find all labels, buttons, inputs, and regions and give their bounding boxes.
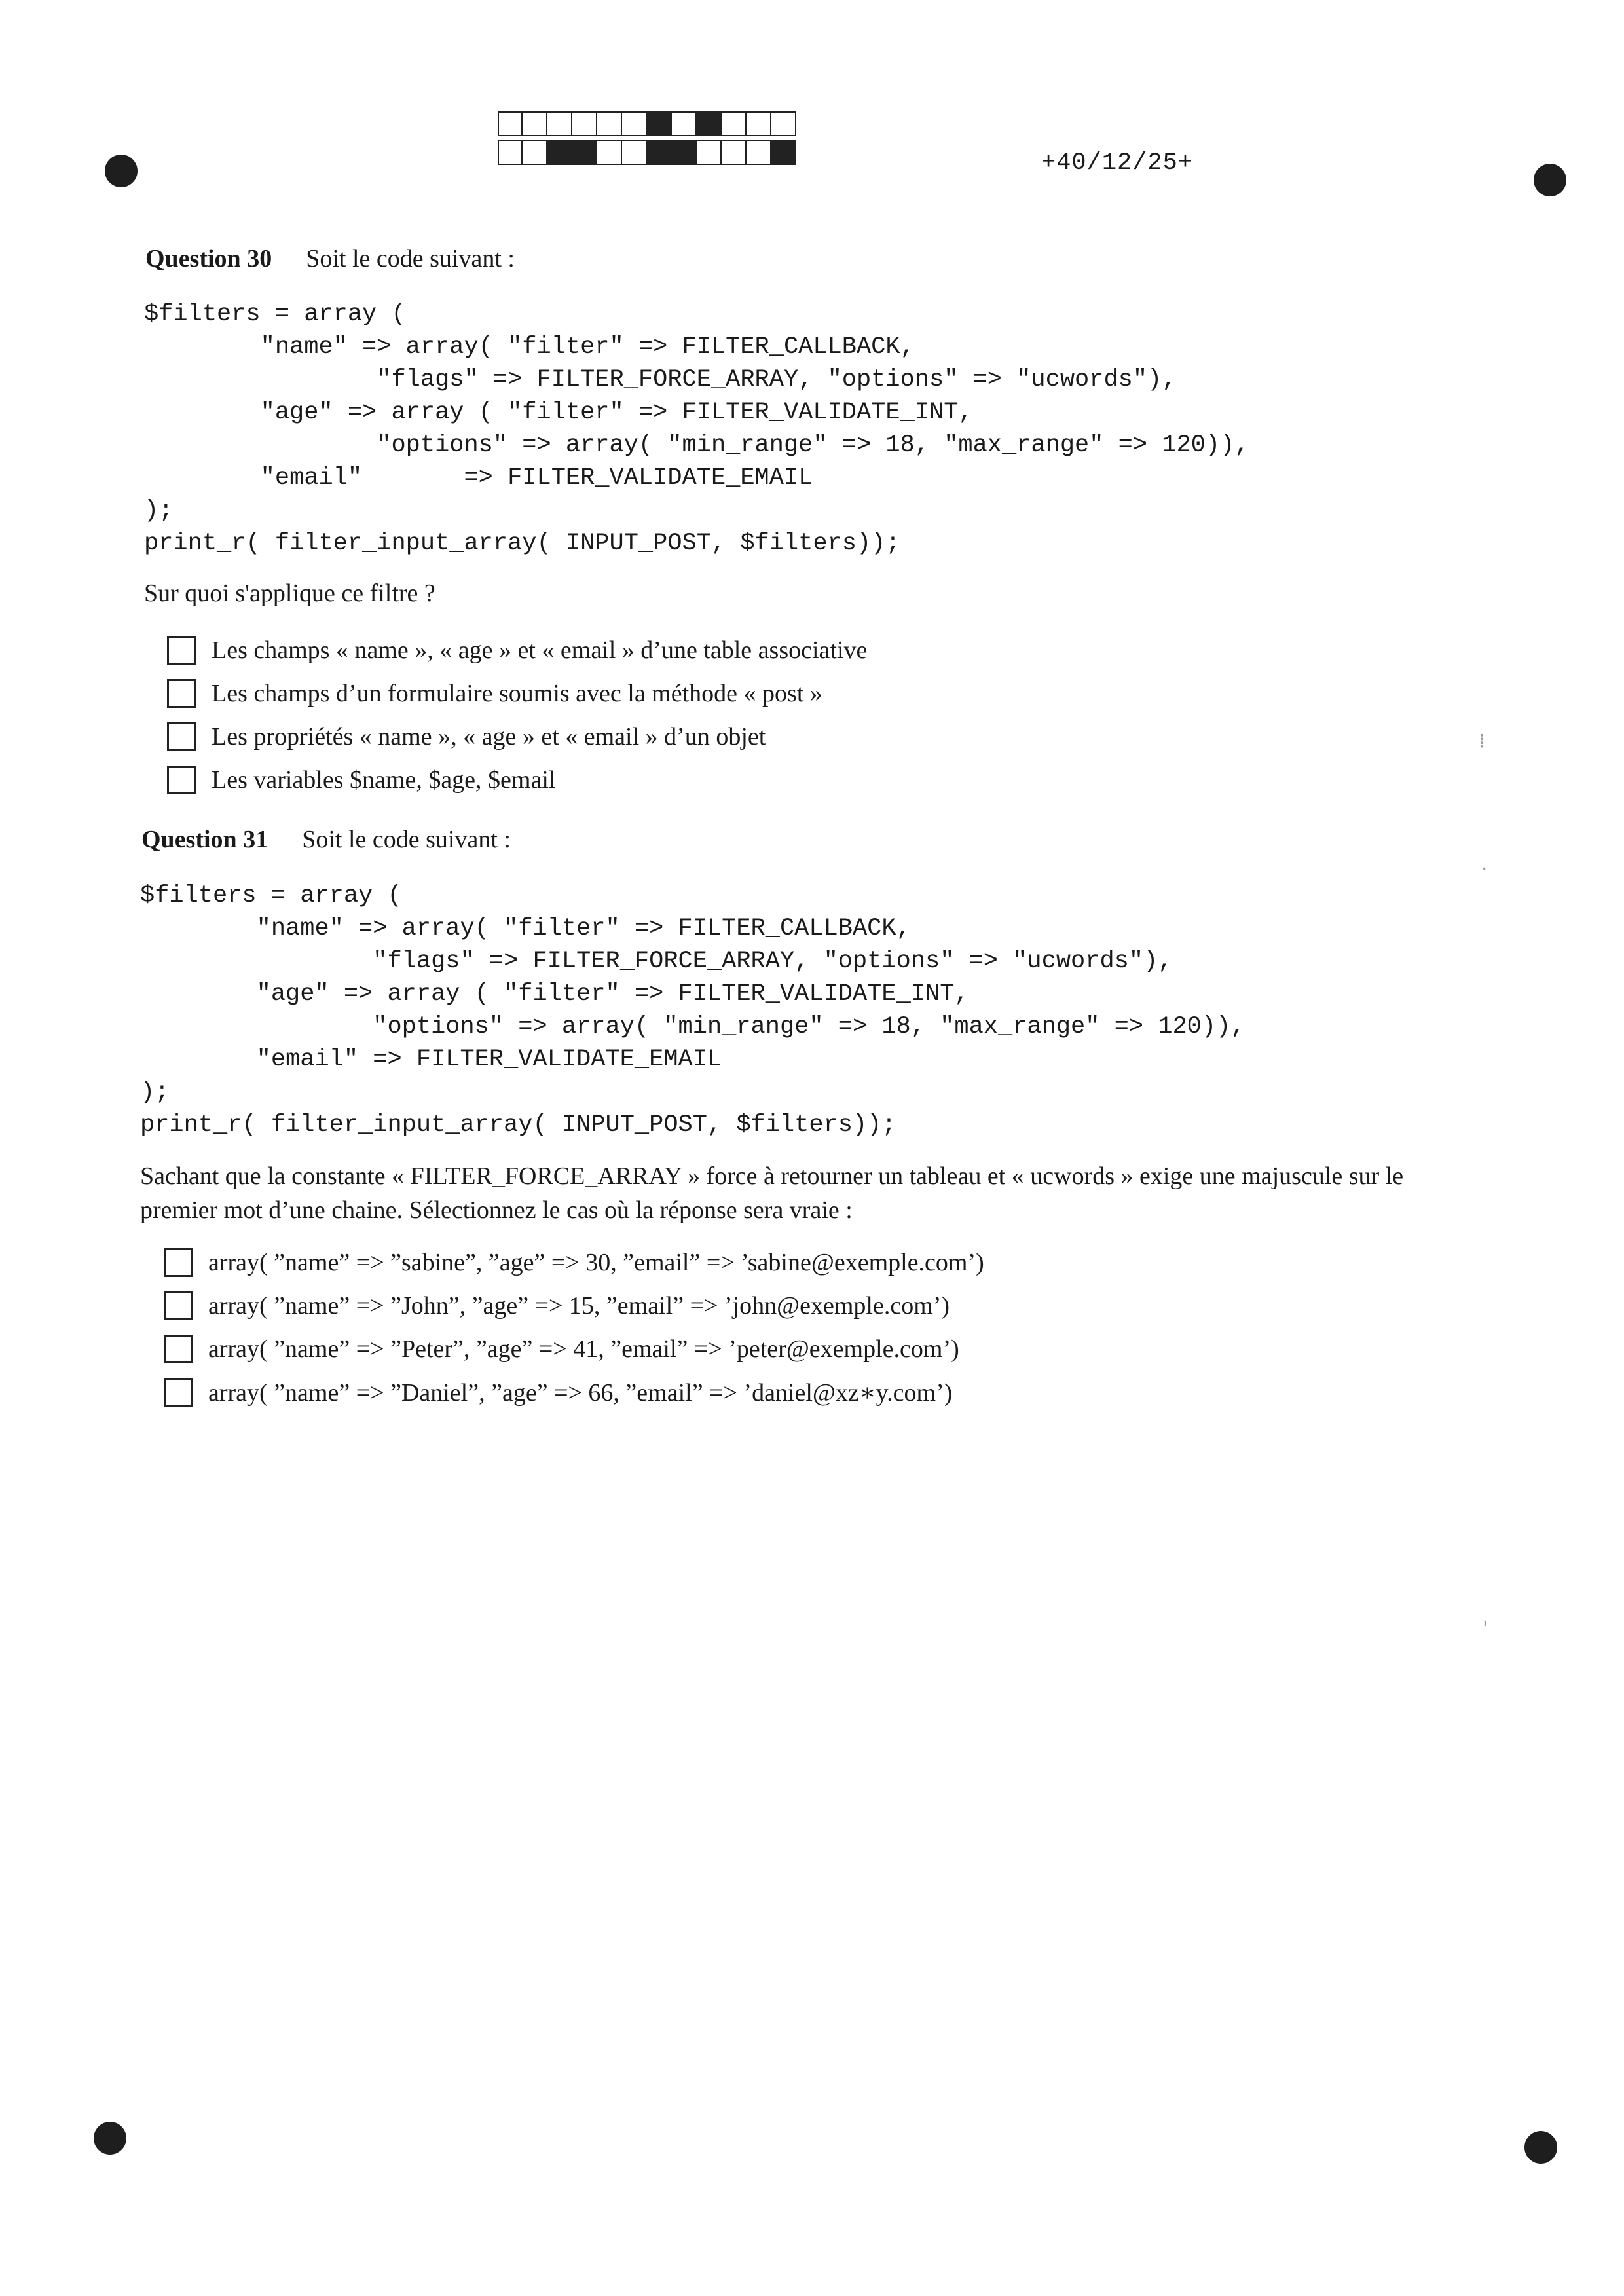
checkbox[interactable] — [167, 722, 196, 751]
question-30-choice[interactable] — [167, 629, 867, 672]
choice-label: array( ”name” => ”John”, ”age” => 15, ”email” => ’john@exemple.com’) — [208, 1292, 950, 1320]
id-cell-empty — [523, 140, 547, 165]
checkbox[interactable] — [164, 1291, 193, 1320]
id-cell-empty — [597, 111, 622, 136]
id-cell-empty — [498, 140, 523, 165]
question-30-code: $filters = array ( "name" => array( "filter" => FILTER_CALLBACK, "flags" => FILTER_FORCE_ARRAY, "options" => "ucwords"), "age" => array ( "filter" => FILTER_VALIDATE_INT, "options" => array( "min_range" => 18, "max_range" => 120)), "email" => FILTER_VALIDATE_EMAIL ); print_r( filter_input_array( INPUT_POST, $filters)); — [144, 301, 1249, 557]
id-cell-filled — [572, 140, 597, 165]
question-30-choices — [167, 629, 867, 802]
id-cell-filled — [672, 140, 697, 165]
question-31-prompt — [140, 1159, 1403, 1227]
corner-mark-bottom-right — [1524, 2131, 1557, 2164]
question-30-choice[interactable] — [167, 672, 867, 715]
id-cell-empty — [572, 111, 597, 136]
id-cell-empty — [722, 140, 747, 165]
question-30-prompt: Sur quoi s'applique ce filtre ? — [144, 580, 435, 607]
student-id-grid — [498, 111, 796, 169]
question-31-choice[interactable] — [164, 1241, 984, 1284]
question-31-code: $filters = array ( "name" => array( "filter" => FILTER_CALLBACK, "flags" => FILTER_FORCE_ARRAY, "options" => "ucwords"), "age" => array ( "filter" => FILTER_VALIDATE_INT, "options" => array( "min_range" => 18, "max_range" => 120)), "email" => FILTER_VALIDATE_EMAIL ); print_r( filter_input_array( INPUT_POST, $filters)); — [140, 882, 1246, 1139]
question-31-choices — [164, 1241, 984, 1414]
question-30-header — [145, 244, 515, 273]
checkbox[interactable] — [167, 679, 196, 708]
choice-label: Les propriétés « name », « age » et « email » d’un objet — [212, 723, 766, 750]
id-cell-filled — [647, 140, 672, 165]
choice-label: array( ”name” => ”Daniel”, ”age” => 66, ”email” => ’daniel@xz∗y.com’) — [208, 1379, 953, 1407]
question-31-choice[interactable] — [164, 1327, 984, 1371]
question-31-choice[interactable] — [164, 1371, 984, 1414]
choice-label: Les champs « name », « age » et « email » d’une table associative — [212, 637, 868, 664]
id-grid-row-2 — [498, 140, 796, 166]
choice-label: array( ”name” => ”sabine”, ”age” => 30, ”email” => ’sabine@exemple.com’) — [208, 1249, 984, 1276]
id-cell-filled — [771, 140, 796, 165]
question-31-prompt-line-1: Sachant que la constante « FILTER_FORCE_ARRAY » force à retourner un tableau et « ucwords » exige une majuscule sur le — [140, 1162, 1404, 1190]
question-30-choice[interactable] — [167, 758, 867, 802]
checkbox[interactable] — [164, 1378, 193, 1407]
question-31-title: Question 31 — [141, 826, 268, 853]
page-code: +40/12/25+ — [1041, 149, 1194, 177]
corner-mark-top-right — [1534, 164, 1566, 196]
question-30-intro: Soit le code suivant : — [306, 245, 515, 272]
checkbox[interactable] — [167, 766, 196, 794]
checkbox[interactable] — [167, 636, 196, 665]
id-cell-empty — [498, 111, 523, 136]
id-cell-empty — [622, 111, 647, 136]
question-30-choice[interactable] — [167, 715, 867, 758]
scan-artifact: ' — [1483, 1618, 1488, 1640]
id-cell-empty — [771, 111, 796, 136]
choice-label: array( ”name” => ”Peter”, ”age” => 41, ”email” => ’peter@exemple.com’) — [208, 1335, 959, 1363]
id-cell-filled — [547, 140, 572, 165]
question-31-choice[interactable] — [164, 1284, 984, 1327]
corner-mark-bottom-left — [94, 2122, 126, 2155]
id-cell-filled — [697, 111, 722, 136]
id-cell-empty — [697, 140, 722, 165]
checkbox[interactable] — [164, 1335, 193, 1363]
id-grid-row-1 — [498, 111, 796, 138]
question-31-prompt-line-2: premier mot d’une chaine. Sélectionnez le cas où la réponse sera vraie : — [140, 1196, 853, 1224]
scan-artifact: · — [1481, 858, 1488, 881]
id-cell-empty — [747, 140, 771, 165]
id-cell-empty — [672, 111, 697, 136]
question-31-header — [141, 825, 511, 854]
id-cell-empty — [597, 140, 622, 165]
checkbox[interactable] — [164, 1248, 193, 1277]
id-cell-empty — [523, 111, 547, 136]
question-31-intro: Soit le code suivant : — [302, 826, 511, 853]
question-30-title: Question 30 — [145, 245, 272, 272]
choice-label: Les champs d’un formulaire soumis avec la méthode « post » — [212, 680, 822, 707]
id-cell-empty — [722, 111, 747, 136]
id-cell-filled — [647, 111, 672, 136]
choice-label: Les variables $name, $age, $email — [212, 766, 556, 794]
id-cell-empty — [747, 111, 771, 136]
id-cell-empty — [547, 111, 572, 136]
scan-artifact: ⁞ — [1479, 730, 1485, 753]
corner-mark-top-left — [105, 155, 138, 187]
id-cell-empty — [622, 140, 647, 165]
